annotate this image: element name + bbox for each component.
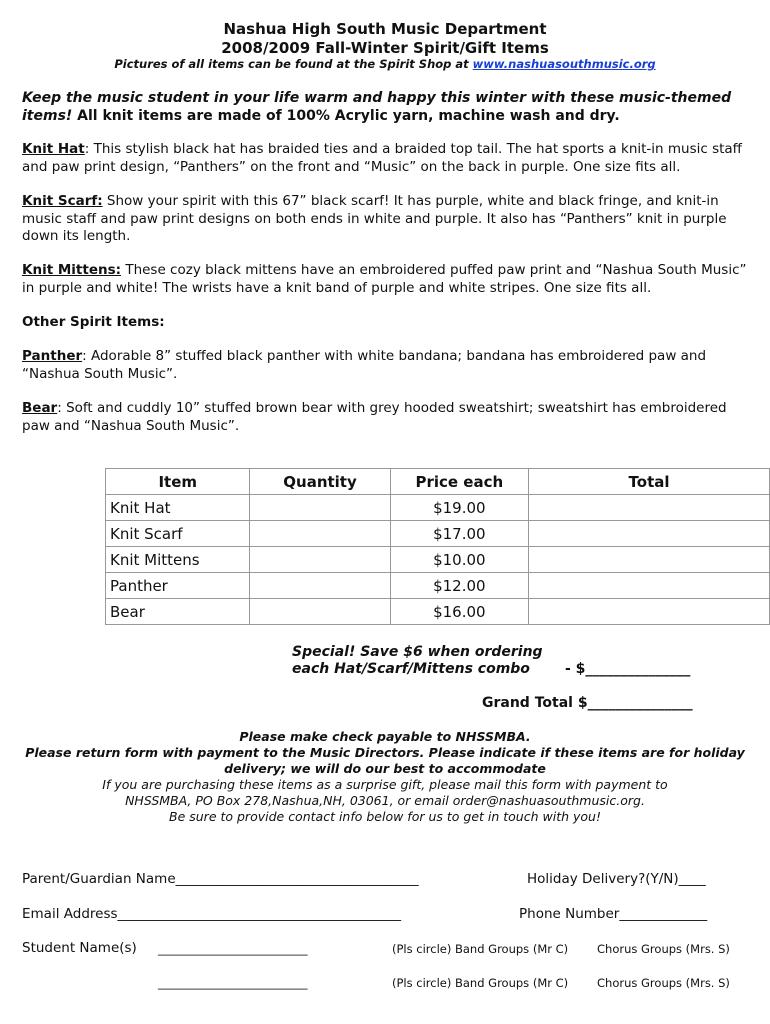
intro-italic: Keep the music student in your life warm and happy this winter with these music-themed items!: [22, 90, 732, 124]
student-name-line-2[interactable]: __________________________: [158, 976, 308, 990]
chorus-group-choice-1[interactable]: Chorus Groups (Mrs. S): [597, 942, 730, 956]
total-cell[interactable]: [529, 599, 770, 625]
email-address-field[interactable]: Email Address__________________________________________: [22, 906, 402, 922]
item-title: Knit Hat: [22, 141, 85, 157]
item-cell: Knit Scarf: [106, 521, 250, 547]
item-title: Knit Scarf:: [22, 193, 103, 209]
column-header-total: Total: [529, 469, 770, 495]
spirit-shop-note-text: Pictures of all items can be found at the Spirit Shop at: [114, 57, 473, 71]
item-text: These cozy black mittens have an embroidered puffed paw print and “Nashua South Music” in purple and white! The wrists have a knit band of purple and white stripes. One size fits all.: [22, 262, 747, 296]
table-header-row: [106, 469, 770, 495]
holiday-delivery-field[interactable]: Holiday Delivery?(Y/N)____: [527, 871, 706, 887]
table-row: [106, 521, 770, 547]
total-cell[interactable]: [529, 495, 770, 521]
total-cell[interactable]: [529, 521, 770, 547]
chorus-group-choice-2[interactable]: Chorus Groups (Mrs. S): [597, 976, 730, 990]
total-cell[interactable]: [529, 573, 770, 599]
item-cell: Knit Hat: [106, 495, 250, 521]
combo-discount-line[interactable]: - $_______________: [565, 661, 691, 677]
intro-bold: All knit items are made of 100% Acrylic yarn, machine wash and dry.: [72, 107, 620, 124]
table-row: [106, 573, 770, 599]
item-sep: :: [82, 348, 87, 364]
price-cell: $10.00: [390, 547, 529, 573]
table-row: [106, 495, 770, 521]
special-offer-line2: each Hat/Scarf/Mittens combo: [292, 661, 530, 677]
return-form-note: Please return form with payment to the Music Directors. Please indicate if these items are for holiday delivery; we will do our best to accommodate: [25, 745, 745, 776]
table-row: [106, 547, 770, 573]
quantity-cell[interactable]: [250, 521, 390, 547]
item-sep: :: [57, 400, 62, 416]
item-description-knit-mittens: [22, 262, 750, 297]
item-text: Show your spirit with this 67” black scarf! It has purple, white and black fringe, and knit-in music staff and paw print designs on both ends in white and purple. It also has “Panthers” knit in purple down its length.: [22, 193, 727, 244]
check-payable-note: Please make check payable to NHSSMBA.: [239, 729, 531, 744]
parent-guardian-name-field[interactable]: Parent/Guardian Name____________________________________: [22, 871, 419, 887]
mailing-address-note: NHSSMBA, PO Box 278,Nashua,NH, 03061, or email order@nashuasouthmusic.org.: [125, 793, 645, 808]
spirit-shop-link[interactable]: www.nashuasouthmusic.org: [472, 57, 656, 71]
department-title: Nashua High South Music Department: [223, 20, 547, 38]
item-sep: :: [84, 141, 90, 157]
item-text: Soft and cuddly 10” stuffed brown bear with grey hooded sweatshirt; sweatshirt has embroidered paw and “Nashua South Music”.: [22, 400, 727, 434]
price-cell: $16.00: [390, 599, 529, 625]
student-name-line-1[interactable]: __________________________: [158, 942, 308, 956]
order-table: [105, 468, 770, 625]
contact-info-note: Be sure to provide contact info below for us to get in touch with you!: [169, 809, 601, 824]
item-cell: Bear: [106, 599, 250, 625]
column-header-quantity: Quantity: [250, 469, 390, 495]
student-names-label: Student Name(s): [22, 940, 137, 956]
item-cell: Panther: [106, 573, 250, 599]
item-title: Panther: [22, 348, 83, 364]
item-text: This stylish black hat has braided ties and a braided top tail. The hat sports a knit-in music staff and paw print design, “Panthers” on the front and “Music” on the back in purple. One size fits all.: [22, 141, 742, 175]
band-group-choice-1[interactable]: (Pls circle) Band Groups (Mr C): [392, 942, 569, 956]
item-title: Bear: [22, 400, 58, 416]
quantity-cell[interactable]: [250, 599, 390, 625]
total-cell[interactable]: [529, 547, 770, 573]
season-title: 2008/2009 Fall-Winter Spirit/Gift Items: [221, 39, 549, 57]
grand-total-line[interactable]: Grand Total $_______________: [482, 695, 693, 711]
item-text: Adorable 8” stuffed black panther with white bandana; bandana has embroidered paw and “Nashua South Music”.: [22, 348, 707, 382]
quantity-cell[interactable]: [250, 495, 390, 521]
phone-number-field[interactable]: Phone Number_____________: [519, 906, 708, 922]
item-description-bear: [22, 400, 750, 435]
item-title: Knit Mittens:: [22, 262, 122, 278]
price-cell: $19.00: [390, 495, 529, 521]
surprise-gift-note: If you are purchasing these items as a surprise gift, please mail this form with payment to: [102, 777, 668, 792]
price-cell: $12.00: [390, 573, 529, 599]
quantity-cell[interactable]: [250, 547, 390, 573]
price-cell: $17.00: [390, 521, 529, 547]
column-header-item: Item: [106, 469, 250, 495]
other-items-heading: Other Spirit Items:: [22, 314, 165, 330]
item-description-knit-scarf: [22, 193, 750, 246]
table-row: [106, 599, 770, 625]
item-description-panther: [22, 348, 750, 383]
special-offer-line1: Special! Save $6 when ordering: [292, 644, 543, 660]
item-cell: Knit Mittens: [106, 547, 250, 573]
special-offer: [292, 644, 543, 678]
intro-paragraph: [22, 90, 750, 125]
band-group-choice-2[interactable]: (Pls circle) Band Groups (Mr C): [392, 976, 569, 990]
spirit-shop-note: [0, 57, 770, 71]
column-header-price: Price each: [390, 469, 529, 495]
quantity-cell[interactable]: [250, 573, 390, 599]
item-description-knit-hat: [22, 141, 750, 176]
